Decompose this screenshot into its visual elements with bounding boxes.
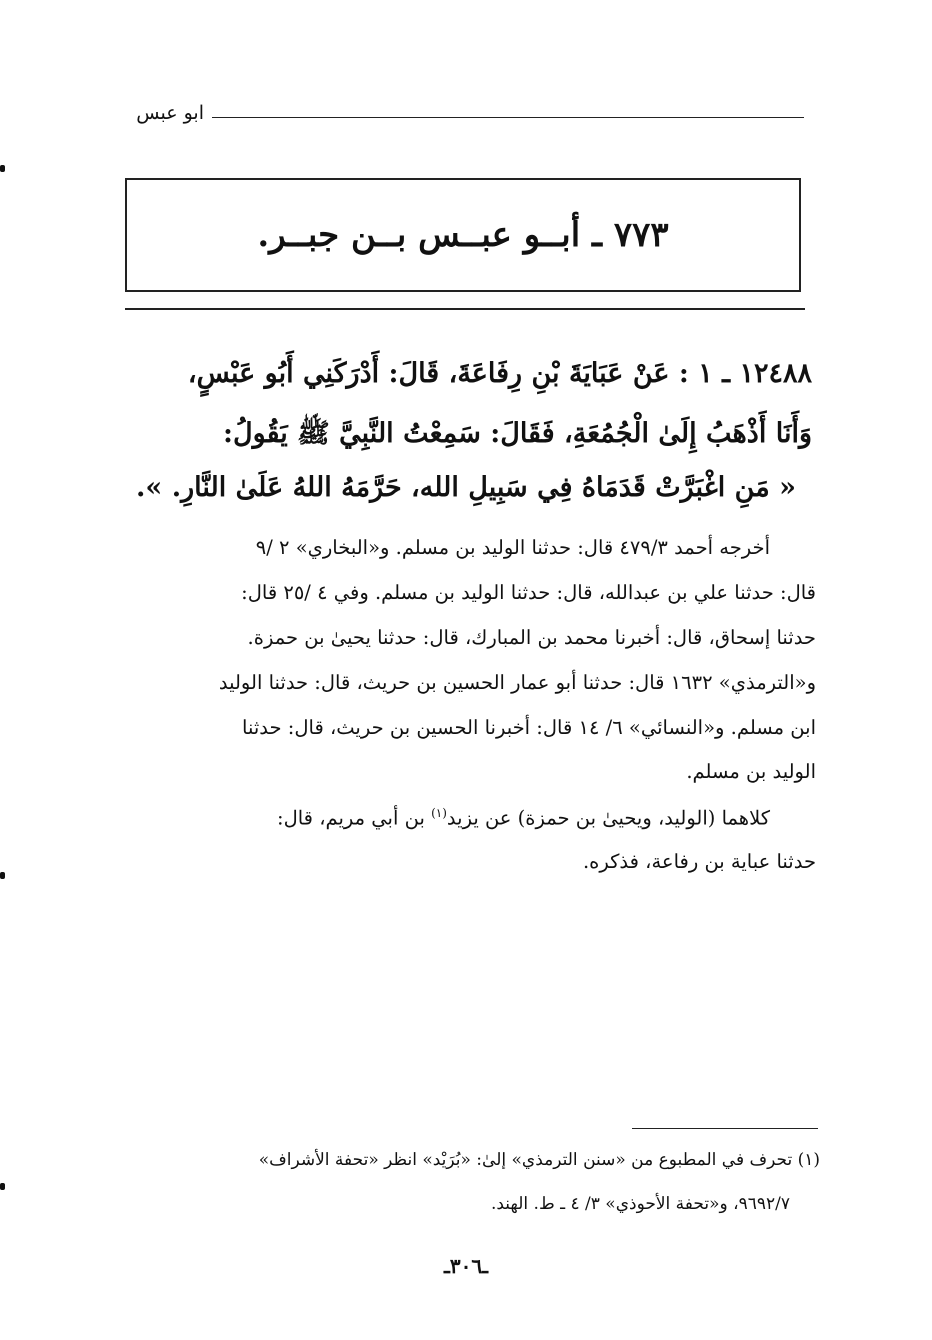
scan-edge-mark xyxy=(0,165,5,172)
hadith-line: وَأَنَا أَذْهَبُ إِلَىٰ الْجُمُعَةِ، فَقَالَ: سَمِعْتُ النَّبِيَّ ﷺ يَقُولُ: xyxy=(223,418,812,449)
conclusion-text: بن أبي مريم، قال: xyxy=(277,806,432,830)
hadith-line: « مَنِ اغْبَرَّتْ قَدَمَاهُ فِي سَبِيلِ الله، حَرَّمَهُ اللهُ عَلَىٰ النَّارِ. ». xyxy=(136,472,796,503)
conclusion-line: حدثنا عباية بن رفاعة، فذكره. xyxy=(582,850,816,873)
chapter-title-box xyxy=(125,178,801,292)
takhrij-line: و«الترمذي» ١٦٣٢ قال: حدثنا أبو عمار الحسين بن حريث، قال: حدثنا الوليد xyxy=(218,671,816,694)
running-header-title: ابو عبس xyxy=(136,102,204,124)
footnote-divider xyxy=(632,1128,818,1129)
takhrij-line: حدثنا إسحاق، قال: أخبرنا محمد بن المبارك، قال: حدثنا يحيىٰ بن حمزة. xyxy=(247,626,816,649)
footnote-reference[interactable]: (١) xyxy=(431,806,447,820)
hadith-line: ١٢٤٨٨ ـ ١ : عَنْ عَبَايَةَ بْنِ رِفَاعَةَ، قَالَ: أَدْرَكَنِي أَبُو عَبْسٍ، xyxy=(187,358,812,389)
chapter-title: ٧٧٣ ـ أبــو عبــس بــن جبــر. xyxy=(257,215,669,255)
footnote-line: ٩٦٩٢/٧، و«تحفة الأحوذي» ٣/ ٤ ـ ط. الهند. xyxy=(490,1194,790,1214)
page-number: ـ٣٠٦ـ xyxy=(444,1254,488,1278)
takhrij-line: أخرجه أحمد ٤٧٩/٣ قال: حدثنا الوليد بن مسلم. و«البخاري» ٢ /٩ xyxy=(255,536,770,559)
takhrij-line: ابن مسلم. و«النسائي» ٦/ ١٤ قال: أخبرنا الحسين بن حريث، قال: حدثنا xyxy=(242,716,816,739)
scan-edge-mark xyxy=(0,872,5,879)
running-header-rule xyxy=(212,117,804,118)
conclusion-line xyxy=(120,806,816,830)
scan-edge-mark xyxy=(0,1183,5,1190)
takhrij-line: الوليد بن مسلم. xyxy=(686,760,816,783)
title-divider xyxy=(125,308,805,310)
takhrij-line: قال: حدثنا علي بن عبدالله، قال: حدثنا الوليد بن مسلم. وفي ٤ /٢٥ قال: xyxy=(241,581,816,604)
conclusion-text: كلاهما (الوليد، ويحيىٰ بن حمزة) عن يزيد xyxy=(446,806,770,830)
footnote-line: (١) تحرف في المطبوع من «سنن الترمذي» إلىٰ: «بُرَيْد» انظر «تحفة الأشراف» xyxy=(258,1150,820,1170)
running-header xyxy=(124,100,804,130)
